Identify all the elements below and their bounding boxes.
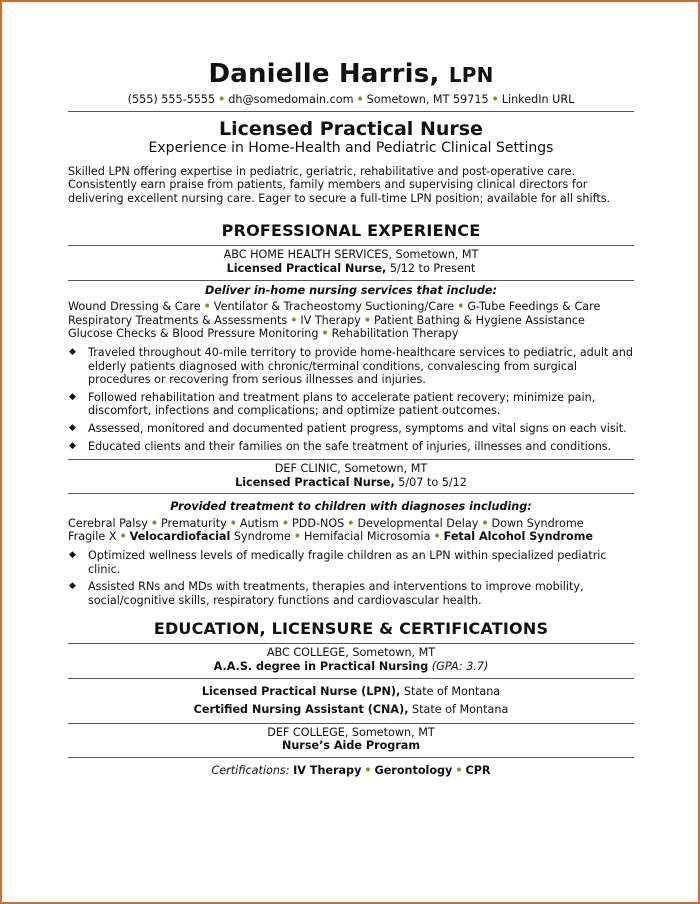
contact-line — [68, 93, 634, 107]
school-2: DEF COLLEGE, Sometown, MT — [267, 725, 435, 739]
credential-text: LPN — [448, 63, 494, 87]
separator-dot-icon: • — [281, 516, 289, 530]
separator-dot-icon: • — [229, 516, 237, 530]
diamond-bullet-icon: ◆ — [69, 440, 76, 451]
role-2 — [68, 476, 634, 490]
bullet-item — [68, 422, 634, 436]
section-heading-education: EDUCATION, LICENSURE & CERTIFICATIONS — [153, 619, 549, 639]
divider — [68, 678, 634, 679]
license-2 — [68, 703, 634, 717]
diamond-bullet-icon: ◆ — [69, 391, 76, 402]
bullet-item — [68, 549, 634, 576]
divider — [68, 643, 634, 644]
separator-dot-icon: • — [218, 93, 226, 106]
employer-2: DEF CLINIC, Sometown, MT — [274, 462, 428, 476]
summary-line: Skilled LPN offering expertise in pediatric, geriatric, rehabilitative and post-operative care. — [68, 164, 576, 178]
skills-line — [68, 300, 634, 314]
bullet-item — [68, 391, 634, 418]
diamond-bullet-icon: ◆ — [69, 550, 76, 561]
license-state: State of Montana — [412, 703, 509, 717]
bullet-item — [68, 346, 634, 387]
diagnosis: Developmental Delay — [357, 516, 479, 530]
program-text: Nurse’s Aide Program — [281, 739, 420, 753]
candidate-name — [68, 58, 634, 91]
cert-item: Gerontology — [374, 764, 453, 777]
skills-line — [68, 327, 634, 341]
skill: Respiratory Treatments & Assessments — [68, 313, 288, 327]
divider — [68, 459, 634, 460]
diagnoses-list — [68, 517, 634, 544]
degree-line — [68, 660, 634, 674]
separator-dot-icon: • — [457, 300, 465, 314]
diamond-bullet-icon: ◆ — [69, 346, 76, 357]
bullet-text: Traveled throughout 40-mile territory to provide home-healthcare services to pediatric, adult and elderly patients diagnosed with chronic/terminal conditions, convalescing from surgical procedures or recovering from serious illnesses and injuries. — [88, 345, 633, 387]
separator-dot-icon: • — [433, 530, 441, 544]
license-title: Certified Nursing Assistant (CNA), — [193, 703, 409, 717]
skill: IV Therapy — [300, 313, 361, 327]
separator-dot-icon: • — [363, 313, 371, 327]
linkedin-text: LinkedIn URL — [501, 93, 575, 106]
separator-dot-icon: • — [150, 516, 158, 530]
bullet-text: Assessed, monitored and documented patient progress, symptoms and vital signs on each visit. — [88, 421, 627, 435]
school-1: ABC COLLEGE, Sometown, MT — [266, 646, 436, 660]
job1-intro: Deliver in-home nursing services that include: — [205, 283, 497, 297]
separator-dot-icon: • — [364, 764, 372, 777]
separator-dot-icon: • — [481, 516, 489, 530]
license-state: State of Montana — [403, 684, 501, 698]
divider — [68, 757, 634, 758]
gpa-text: (GPA: 3.7) — [431, 660, 489, 674]
separator-dot-icon: • — [293, 530, 301, 544]
section-heading-experience: PROFESSIONAL EXPERIENCE — [221, 221, 481, 241]
bullet-text: Optimized wellness levels of medically fragile children as an LPN within specialized pediatric clinic. — [88, 549, 607, 576]
location-text: Sometown, MT 59715 — [366, 93, 489, 106]
skill: Wound Dressing & Care — [68, 300, 201, 314]
role-1 — [68, 262, 634, 276]
name-text: Danielle Harris, — [208, 59, 440, 89]
certifications-line — [68, 764, 634, 778]
diagnosis: Hemifacial Microsomia — [303, 530, 431, 544]
cert-label: Certifications: — [211, 764, 290, 777]
separator-dot-icon: • — [347, 516, 355, 530]
skills-list — [68, 300, 634, 341]
skill: Ventilator & Tracheostomy Suctioning/Care — [213, 300, 455, 314]
cert-item: CPR — [465, 764, 491, 777]
role-title: Licensed Practical Nurse, — [235, 475, 395, 489]
divider — [68, 245, 634, 246]
diamond-bullet-icon: ◆ — [69, 581, 76, 592]
phone-text: (555) 555-5555 — [127, 93, 216, 106]
role-dates: 5/12 to Present — [389, 261, 476, 275]
bullet-text: Followed rehabilitation and treatment plans to accelerate patient recovery; minimize pain, discomfort, infections and complications; and optimize patient outcomes. — [88, 390, 596, 418]
job-title: Licensed Practical Nurse — [219, 117, 483, 140]
degree-text: A.A.S. degree in Practical Nursing — [213, 660, 429, 674]
diagnosis-bold: Fetal Alcohol Syndrome — [443, 530, 593, 544]
employer-1: ABC HOME HEALTH SERVICES, Sometown, MT — [223, 248, 479, 262]
summary-paragraph — [68, 165, 634, 206]
diagnosis: Syndrome — [233, 530, 291, 544]
diagnosis: Fragile X — [68, 530, 117, 544]
separator-dot-icon: • — [491, 93, 499, 106]
diagnoses-line — [68, 530, 634, 544]
separator-dot-icon: • — [290, 313, 298, 327]
role-title: Licensed Practical Nurse, — [226, 261, 387, 275]
diagnosis: PDD-NOS — [291, 516, 345, 530]
diagnoses-line — [68, 517, 634, 531]
diagnosis: Prematurity — [160, 516, 227, 530]
separator-dot-icon: • — [321, 327, 329, 341]
skill: Rehabilitation Therapy — [331, 327, 459, 341]
skill: Glucose Checks & Blood Pressure Monitoring — [68, 327, 319, 341]
job2-intro: Provided treatment to children with diagnoses including: — [170, 500, 532, 514]
job2-bullets — [68, 549, 634, 607]
skill: Patient Bathing & Hygiene Assistance — [374, 313, 585, 327]
bullet-item — [68, 440, 634, 454]
separator-dot-icon: • — [455, 764, 463, 777]
email-text: dh@somedomain.com — [228, 93, 354, 106]
skill: G-Tube Feedings & Care — [467, 300, 601, 314]
diagnosis: Down Syndrome — [491, 516, 584, 530]
license-1 — [68, 685, 634, 699]
job-subtitle: Experience in Home-Health and Pediatric Clinical Settings — [148, 139, 554, 156]
diagnosis: Cerebral Palsy — [68, 516, 148, 530]
role-dates: 5/07 to 5/12 — [398, 475, 467, 489]
cert-item: IV Therapy — [293, 764, 362, 777]
diagnosis-bold: Velocardiofacial — [129, 530, 231, 544]
summary-line: delivering excellent nursing care. Eager to secure a full-time LPN position; available for all shifts. — [68, 191, 611, 205]
diagnosis: Autism — [239, 516, 279, 530]
license-title: Licensed Practical Nurse (LPN), — [201, 684, 401, 698]
summary-line: Consistently earn praise from patients, family members and supervising clinical directors for — [68, 178, 588, 192]
separator-dot-icon: • — [203, 300, 211, 314]
separator-dot-icon: • — [356, 93, 364, 106]
bullet-text: Assisted RNs and MDs with treatments, therapies and interventions to improve mobility, social/cognitive skills, respiratory functions and cardiovascular health. — [88, 580, 584, 607]
resume-content — [68, 58, 634, 778]
divider — [68, 493, 634, 494]
bullet-text: Educated clients and their families on the safe treatment of injuries, illnesses and conditions. — [88, 439, 612, 453]
job1-bullets — [68, 346, 634, 453]
separator-dot-icon: • — [119, 530, 127, 544]
skills-line — [68, 314, 634, 328]
divider — [68, 723, 634, 724]
divider — [68, 111, 634, 112]
divider — [68, 280, 634, 281]
diamond-bullet-icon: ◆ — [69, 422, 76, 433]
bullet-item — [68, 580, 634, 607]
